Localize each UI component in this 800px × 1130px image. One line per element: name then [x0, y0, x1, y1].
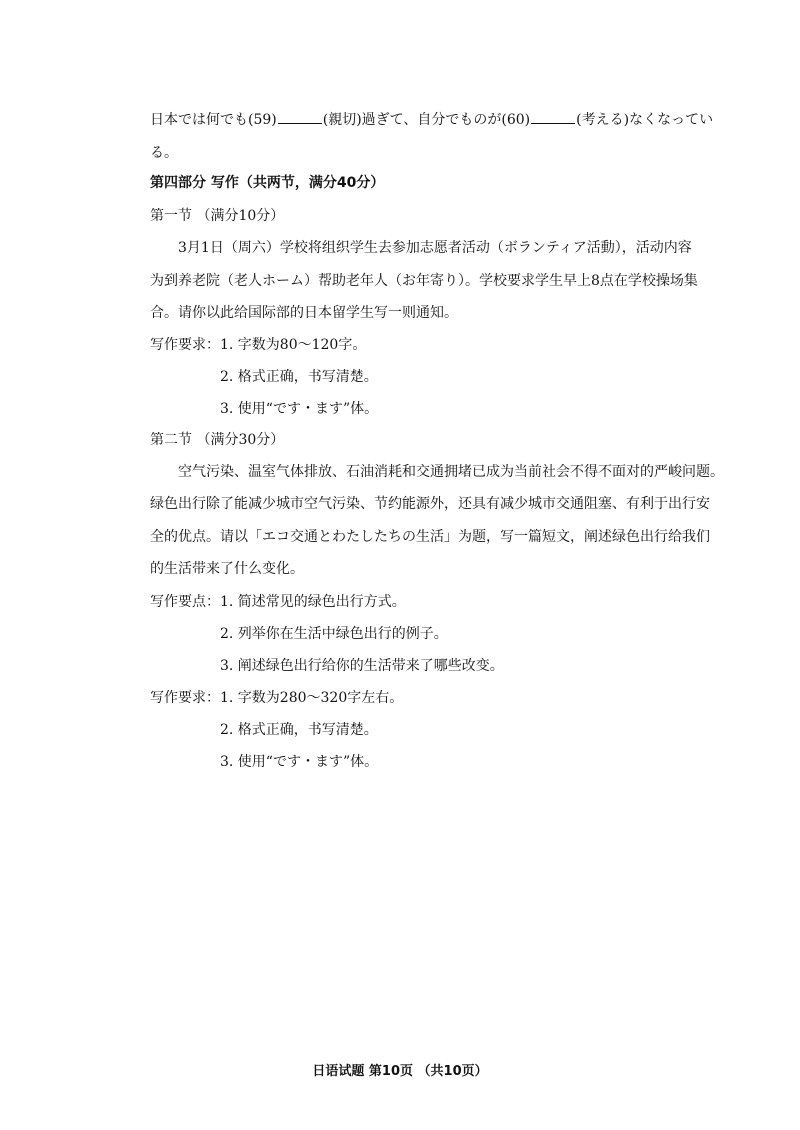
question-line — [150, 109, 713, 130]
section2-requirement-item: 1. 字数为280～320字左右。 — [220, 690, 404, 706]
section2-requirement-item: 2. 格式正确，书写清楚。 — [220, 722, 378, 738]
answer-blank-60 — [531, 109, 575, 124]
question-text-part2: (親切)過ぎて、自分でものが(60) — [322, 112, 531, 128]
section1-heading: 第一节 （满分10分） — [150, 208, 285, 224]
section1-requirement-item: 3. 使用“です・ます”体。 — [220, 401, 379, 417]
section1-body-line: 3月1日（周六）学校将组织学生去参加志愿者活动（ボランティア活動），活动内容 — [178, 240, 692, 256]
section1-body-line: 为到养老院（老人ホーム）帮助老年人（お年寄り）。学校要求学生早上8点在学校操场集 — [150, 273, 698, 289]
section2-point-item: 2. 列举你在生活中绿色出行的例子。 — [220, 626, 448, 642]
section2-body-line: 的生活带来了什么变化。 — [150, 561, 304, 577]
section2-requirement-item: 3. 使用“です・ます”体。 — [220, 754, 379, 770]
section1-requirements-label: 写作要求： — [150, 337, 220, 353]
section1-requirement-item: 2. 格式正确，书写清楚。 — [220, 369, 378, 385]
section2-body-line: 空气污染、温室气体排放、石油消耗和交通拥堵已成为当前社会不得不面对的严峻问题。 — [178, 464, 724, 480]
part-heading: 第四部分 写作（共两节，满分40分） — [150, 175, 385, 191]
answer-blank-59 — [278, 109, 322, 124]
section2-body-line: 全的优点。请以「エコ交通とわたしたちの生活」为题，写一篇短文，阐述绿色出行给我们 — [150, 529, 710, 545]
section2-point-item: 1. 简述常见的绿色出行方式。 — [220, 594, 406, 610]
section1-body-line: 合。请你以此给国际部的日本留学生写一则通知。 — [150, 305, 458, 321]
question-text-part1: 日本では何でも(59) — [150, 112, 277, 128]
question-text-part3: (考える)なくなってい — [576, 112, 714, 128]
section2-requirements-label: 写作要求： — [150, 690, 220, 706]
section2-heading: 第二节 （满分30分） — [150, 432, 285, 448]
section2-point-item: 3. 阐述绿色出行给你的生活带来了哪些改变。 — [220, 658, 504, 674]
section2-points-label: 写作要点： — [150, 594, 220, 610]
page-footer: 日语试题 第10页 （共10页） — [312, 1064, 488, 1079]
section1-requirement-item: 1. 字数为80～120字。 — [220, 337, 367, 353]
question-line-continued: る。 — [150, 145, 178, 161]
section2-body-line: 绿色出行除了能减少城市空气污染、节约能源外，还具有减少城市交通阻塞、有利于出行安 — [150, 496, 710, 512]
